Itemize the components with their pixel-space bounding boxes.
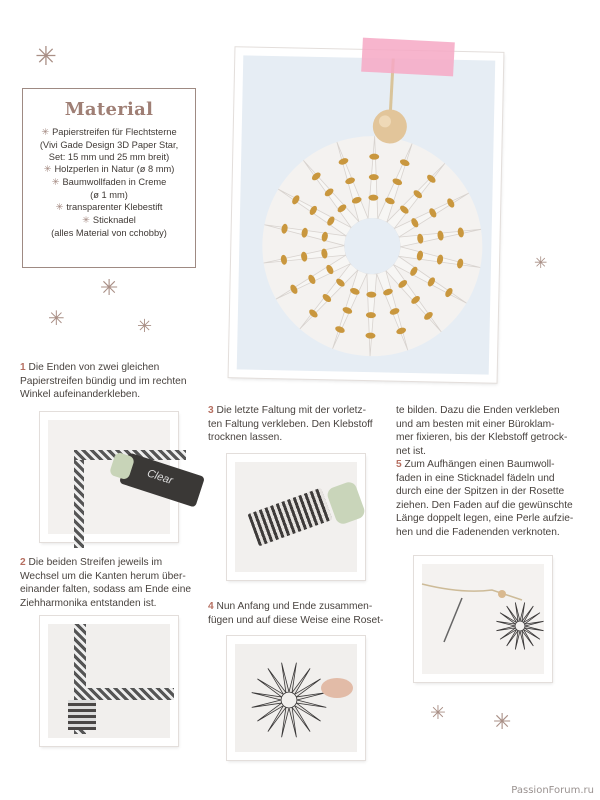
step-5-text: 5 Zum Aufhängen einen Baumwoll- faden in eine Sticknadel fädeln und durch eine der Spitzen in der Rosette ziehen. Den Faden auf die gewünschte Länge doppelt legen, eine Perle aufzie- hen und die Fadenenden verknoten. <box>396 459 574 538</box>
material-item: ✳ Sticknadel <box>82 215 136 226</box>
step-1-text: 1 Die Enden von zwei gleichen Papierstreifen bündig und im rechten Winkel aufeinanderkleben. <box>20 362 187 400</box>
material-title: Material <box>64 99 154 120</box>
snowflake-icon: ✳ <box>35 42 57 72</box>
material-item: ✳ transparenter Klebestift <box>55 202 163 213</box>
step-4-photo <box>227 636 365 760</box>
snowflake-icon: ✳ <box>48 306 65 330</box>
bullet-star-icon: ✳ <box>82 215 93 226</box>
material-item: (Vivi Gade Design 3D Paper Star, <box>39 140 179 150</box>
material-item: Set: 15 mm und 25 mm breit) <box>48 152 170 162</box>
paper-strip <box>74 688 174 700</box>
material-item: ✳ Papierstreifen für Flechtsterne <box>41 127 177 138</box>
bullet-star-icon: ✳ <box>55 202 67 213</box>
step-1-photo <box>40 412 178 542</box>
step-2-text: 2 Die beiden Streifen jeweils im Wechsel um die Kanten herum über- einander falten, sodass am Ende eine Ziehharmonika entstanden ist. <box>20 557 192 609</box>
step-3-photo <box>227 454 365 580</box>
snowflake-icon: ✳ <box>493 710 512 735</box>
material-item: ✳ Baumwollfaden in Creme <box>51 177 167 188</box>
step-2-photo <box>40 616 178 746</box>
hanging-rosette <box>422 564 544 674</box>
watermark: PassionForum.ru <box>511 785 594 796</box>
material-item: (ø 1 mm) <box>90 190 128 200</box>
material-box <box>22 88 196 268</box>
material-list <box>29 126 189 239</box>
snowflake-icon: ✳ <box>430 702 446 724</box>
bullet-star-icon: ✳ <box>41 127 53 138</box>
glue-stick-label: Clear <box>145 467 175 487</box>
step-4-continued-text: te bilden. Dazu die Enden verkleben und am besten mit einer Büroklam- mer fixieren, bis der Klebstoff getrock- net ist. <box>396 405 568 457</box>
bullet-star-icon: ✳ <box>43 164 55 175</box>
rosette-illustration <box>237 55 496 374</box>
material-item: (alles Material von cchobby) <box>51 228 167 238</box>
snowflake-icon: ✳ <box>137 316 153 337</box>
snowflake-icon: ✳ <box>100 276 119 301</box>
bullet-star-icon: ✳ <box>51 177 63 188</box>
step-3-text: 3 Die letzte Faltung mit der vorletz- ten Faltung verkleben. Den Klebstoff trocknen lassen. <box>208 405 373 443</box>
paper-strip <box>74 450 84 548</box>
step-4-text: 4 Nun Anfang und Ende zusammen- fügen und auf diese Weise eine Roset- <box>208 601 384 626</box>
main-rosette-photo <box>229 47 504 383</box>
folded-strips <box>68 700 96 730</box>
folded-accordion <box>248 488 333 547</box>
small-rosette <box>235 644 357 752</box>
material-item: ✳ Holzperlen in Natur (ø 8 mm) <box>43 164 175 175</box>
pink-tape <box>361 38 455 77</box>
snowflake-icon: ✳ <box>534 253 548 272</box>
step-5-photo <box>414 556 552 682</box>
